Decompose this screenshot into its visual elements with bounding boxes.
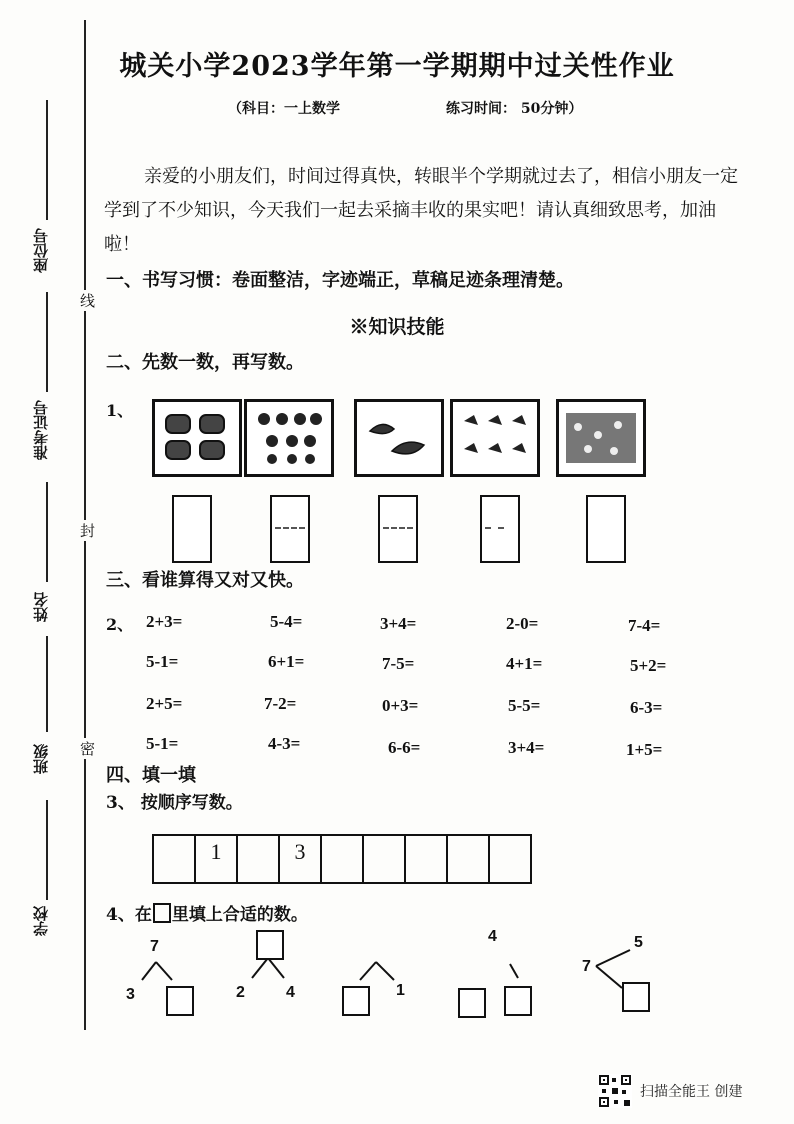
name-line [46,636,48,732]
calc-r3-c5: 6-3= [630,698,663,717]
seat-line-2 [46,292,48,392]
exam-id-line [46,482,48,582]
seq-cell-3[interactable] [238,836,280,882]
section1-heading: 一、书写习惯：卷面整洁，字迹端正，草稿足迹条理清楚。 [106,270,574,291]
tree3-left-box[interactable] [342,986,370,1016]
blank-box-icon [153,903,171,923]
calc-r1-c4: 2-0= [506,614,539,633]
calc-r2-c5: 5+2= [630,656,667,675]
seal-mark: 封 [80,522,96,540]
tree4-left-box[interactable] [458,988,486,1018]
seq-cell-1[interactable] [154,836,196,882]
calc-r2-c1: 5-1= [146,652,179,671]
tree5-bottom-box[interactable] [622,982,650,1012]
tree2-top-box[interactable] [256,930,284,960]
write-box-1[interactable] [172,495,212,563]
seq-cell-8[interactable] [448,836,490,882]
time-label: 练习时间： 50分钟） [446,101,583,117]
picture-flowers [244,399,334,477]
subject-label: （科目：一上数学 [228,101,340,117]
q3-heading: 3、 按顺序写数。 [106,793,243,813]
section2-heading: 二、先数一数，再写数。 [106,352,304,373]
calc-r2-c4: 4+1= [506,654,543,673]
picture-pattern [556,399,646,477]
sequence-row [152,834,532,884]
q4-suffix: 里填上合适的数。 [171,905,308,925]
pattern-icon [564,407,638,469]
flowers-icon [252,407,326,469]
seq-cell-2: 1 [196,836,238,882]
calc-r3-c2: 7-2= [264,694,297,713]
calc-r3-c3: 0+3= [382,696,419,715]
picture-cups [152,399,242,477]
section2-number: 1、 [106,401,134,420]
calc-r1-c3: 3+4= [380,614,417,633]
cups-icon [160,407,234,469]
seq-cell-4: 3 [280,836,322,882]
calc-r4-c4: 3+4= [508,738,545,757]
seq-cell-7[interactable] [406,836,448,882]
page-title: 城关小学2023学年第一学期期中过关性作业 [119,51,675,82]
small-birds-icon [458,407,532,469]
calc-r4-c2: 4-3= [268,734,301,753]
calc-r2-c3: 7-5= [382,654,415,673]
tree5-left: 7 [582,958,591,975]
write-box-2[interactable] [270,495,310,563]
name-label: 姓名 [32,592,50,622]
picture-birds [354,399,444,477]
qr-code-icon [598,1074,632,1108]
tree2-left: 2 [236,984,245,1001]
section3-heading: 三、看谁算得又对又快。 [106,570,304,591]
calc-r1-c5: 7-4= [628,616,661,635]
secret-mark: 密 [80,740,96,758]
birds-icon [362,407,436,469]
picture-birds-six [450,399,540,477]
tree1-right-box[interactable] [166,986,194,1016]
tree3-right: 1 [396,982,405,999]
seq-cell-6[interactable] [364,836,406,882]
section3-number: 2、 [106,615,134,634]
seq-cell-5[interactable] [322,836,364,882]
calc-r4-c5: 1+5= [626,740,663,759]
calc-r4-c1: 5-1= [146,734,179,753]
watermark-text: 扫描全能王 创建 [640,1084,743,1100]
class-label: 班级 [32,744,50,774]
scanner-watermark [598,1074,742,1108]
section4-heading: 四、填一填 [106,765,196,786]
seq-cell-9[interactable] [490,836,530,882]
intro-paragraph: 亲爱的小朋友们，时间过得真快，转眼半个学期就过去了，相信小朋友一定学到了不少知识，今天我们一起去采摘丰收的果实吧！请认真细致思考，加油啦！ [104,166,738,255]
knowledge-heading: ※知识技能 [349,316,445,338]
write-box-5[interactable] [586,495,626,563]
tree5-top: 5 [634,934,643,951]
seat-label: 座位号 [32,228,50,273]
write-box-3[interactable] [378,495,418,563]
exam-id-label: 准考证号 [32,400,50,460]
class-line [46,800,48,900]
school-label: 学校 [32,906,50,936]
calc-r1-c1: 2+3= [146,612,183,631]
tree1-top: 7 [150,938,159,955]
q4-heading [106,900,308,925]
tree4-top: 4 [488,928,497,945]
q4-prefix: 4、在 [106,905,152,925]
line-mark: 线 [80,292,96,310]
seat-line [46,100,48,220]
tree4-right-box[interactable] [504,986,532,1016]
calc-r3-c4: 5-5= [508,696,541,715]
write-box-4[interactable] [480,495,520,563]
tree1-left: 3 [126,986,135,1003]
calc-r1-c2: 5-4= [270,612,303,631]
calc-r3-c1: 2+5= [146,694,183,713]
calc-r2-c2: 6+1= [268,652,305,671]
tree2-right: 4 [286,984,295,1001]
calc-r4-c3: 6-6= [388,738,421,757]
